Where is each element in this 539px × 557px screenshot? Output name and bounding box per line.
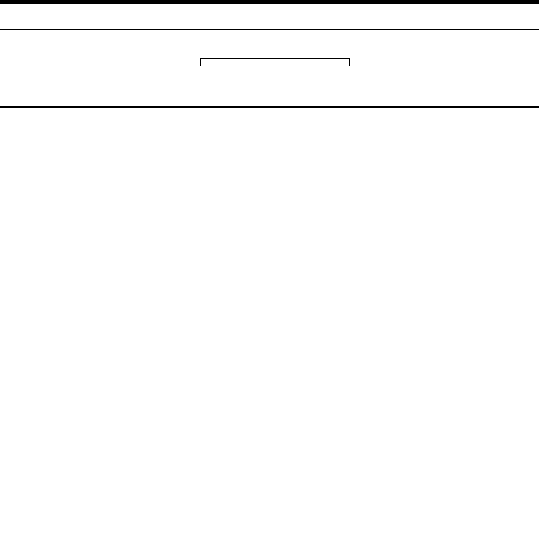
header-group-bracket [200,58,350,66]
top-rule [0,0,539,4]
header-rule [0,106,539,108]
title-rule [0,29,539,30]
